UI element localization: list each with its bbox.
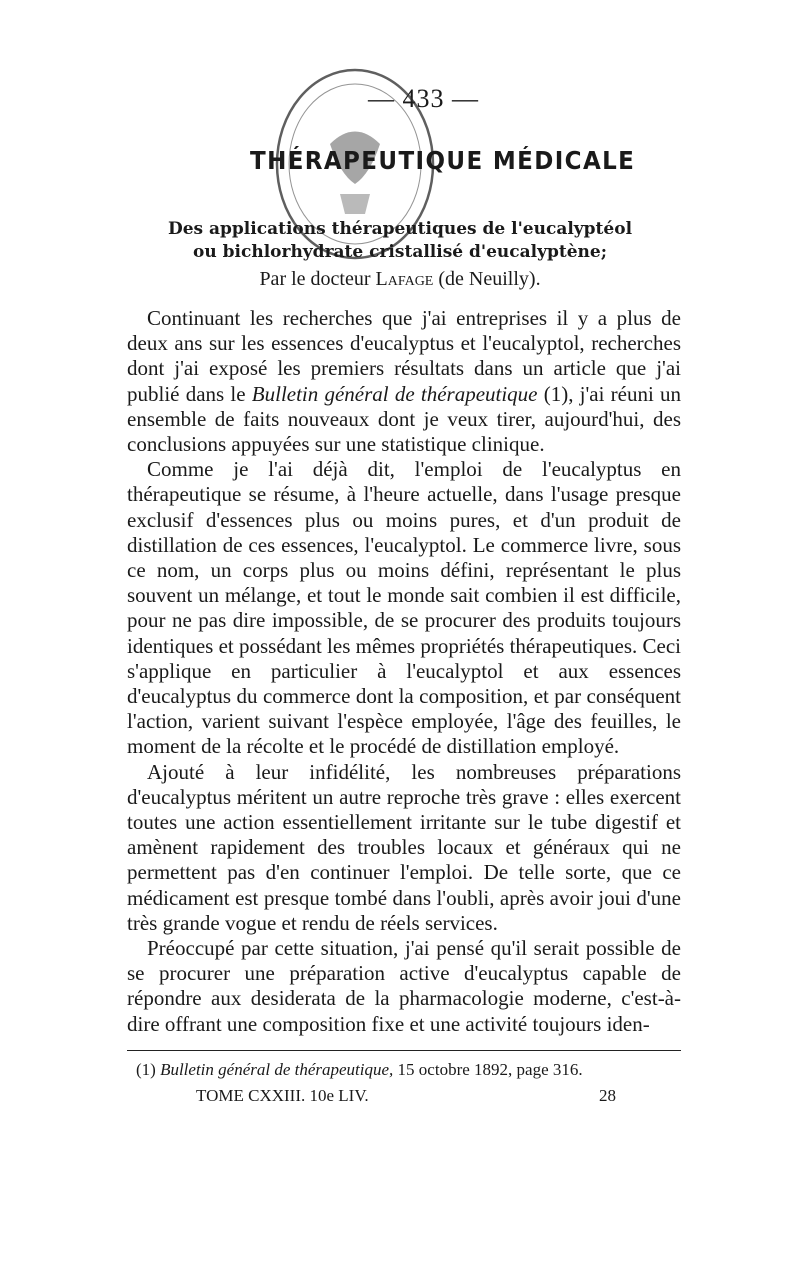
footnote-rule	[127, 1050, 681, 1051]
author-prefix: Par le docteur	[259, 268, 371, 290]
article-title-line-2: ou bichlorhydrate cristallisé d'eucalyptène;	[193, 242, 607, 262]
paragraph-1-text-b: (1), j'ai réuni un ensemble de faits nouveaux dont je veux tirer, aujourd'hui, des conclusions appuyées sur une statistique clinique.	[127, 381, 682, 457]
article-body	[127, 306, 681, 1037]
bulletin-reference: Bulletin général de thérapeutique	[251, 381, 538, 406]
volume-signature: TOME CXXIII. 10e LIV.	[196, 1086, 369, 1105]
paragraph-3: Ajouté à leur infidélité, les nombreuses préparations d'eucalyptus méritent un autre reproche très grave : elles exercent toutes une action essentiellement irritante sur le tube digestif et amènent rapidement des troubles locaux et généraux qui ne permettent pas d'en continuer l'emploi. De telle sorte, que ce médicament est presque tombé dans l'oubli, après avoir joui d'une très grande vogue et rendu de réels services.	[127, 759, 681, 935]
article-title	[130, 218, 670, 264]
author-suffix: (de Neuilly).	[438, 268, 541, 290]
sheet-number: 28	[599, 1086, 616, 1105]
signature-line	[196, 1086, 616, 1106]
paragraph-1	[127, 306, 681, 457]
footnote	[136, 1060, 676, 1080]
paragraph-2: Comme je l'ai déjà dit, l'emploi de l'eucalyptus en thérapeutique se résume, à l'heure actuelle, dans l'usage presque exclusif d'essences plus ou moins pures, et d'un produit de distillation de ces essences, l'eucalyptol. Le commerce livre, sous ce nom, un corps plus ou moins défini, représentant le plus souvent un mélange, et tout le monde sait combien il est difficile, pour ne pas dire impossible, de se procurer des produits toujours identiques et possédant les mêmes propriétés thérapeutiques. Ceci s'applique en particulier à l'eucalyptol et aux essences d'eucalyptus du commerce dont la composition, et par conséquent l'action, varient suivant l'espèce employée, l'âge des feuilles, le moment de la récolte et le procédé de distillation employé.	[127, 457, 682, 759]
paragraph-1-text-a: Continuant les recherches que j'ai entreprises il y a plus de deux ans sur les essences d'eucalyptus et l'eucalyptol, recherches dont j'ai exposé les premiers résultats dans un article que j'ai publié dans le	[127, 306, 681, 406]
article-title-line-1: Des applications thérapeutiques de l'eucalyptéol	[167, 219, 633, 239]
paragraph-4: Préoccupé par cette situation, j'ai pensé qu'il serait possible de se procurer une préparation active d'eucalyptus capable de répondre aux desiderata de la pharmacologie moderne, c'est-à-dire offrant une composition fixe et une activité toujours iden-	[127, 936, 681, 1036]
author-name: Lafage	[375, 268, 434, 290]
author-line	[130, 268, 670, 291]
page-number: — 433 —	[368, 84, 479, 113]
footnote-citation: Bulletin général de thérapeutique,	[160, 1060, 394, 1079]
footnote-details: 15 octobre 1892, page 316.	[393, 1060, 583, 1079]
footnote-marker: (1)	[136, 1060, 156, 1079]
section-title: THÉRAPEUTIQUE MÉDICALE	[250, 146, 636, 175]
